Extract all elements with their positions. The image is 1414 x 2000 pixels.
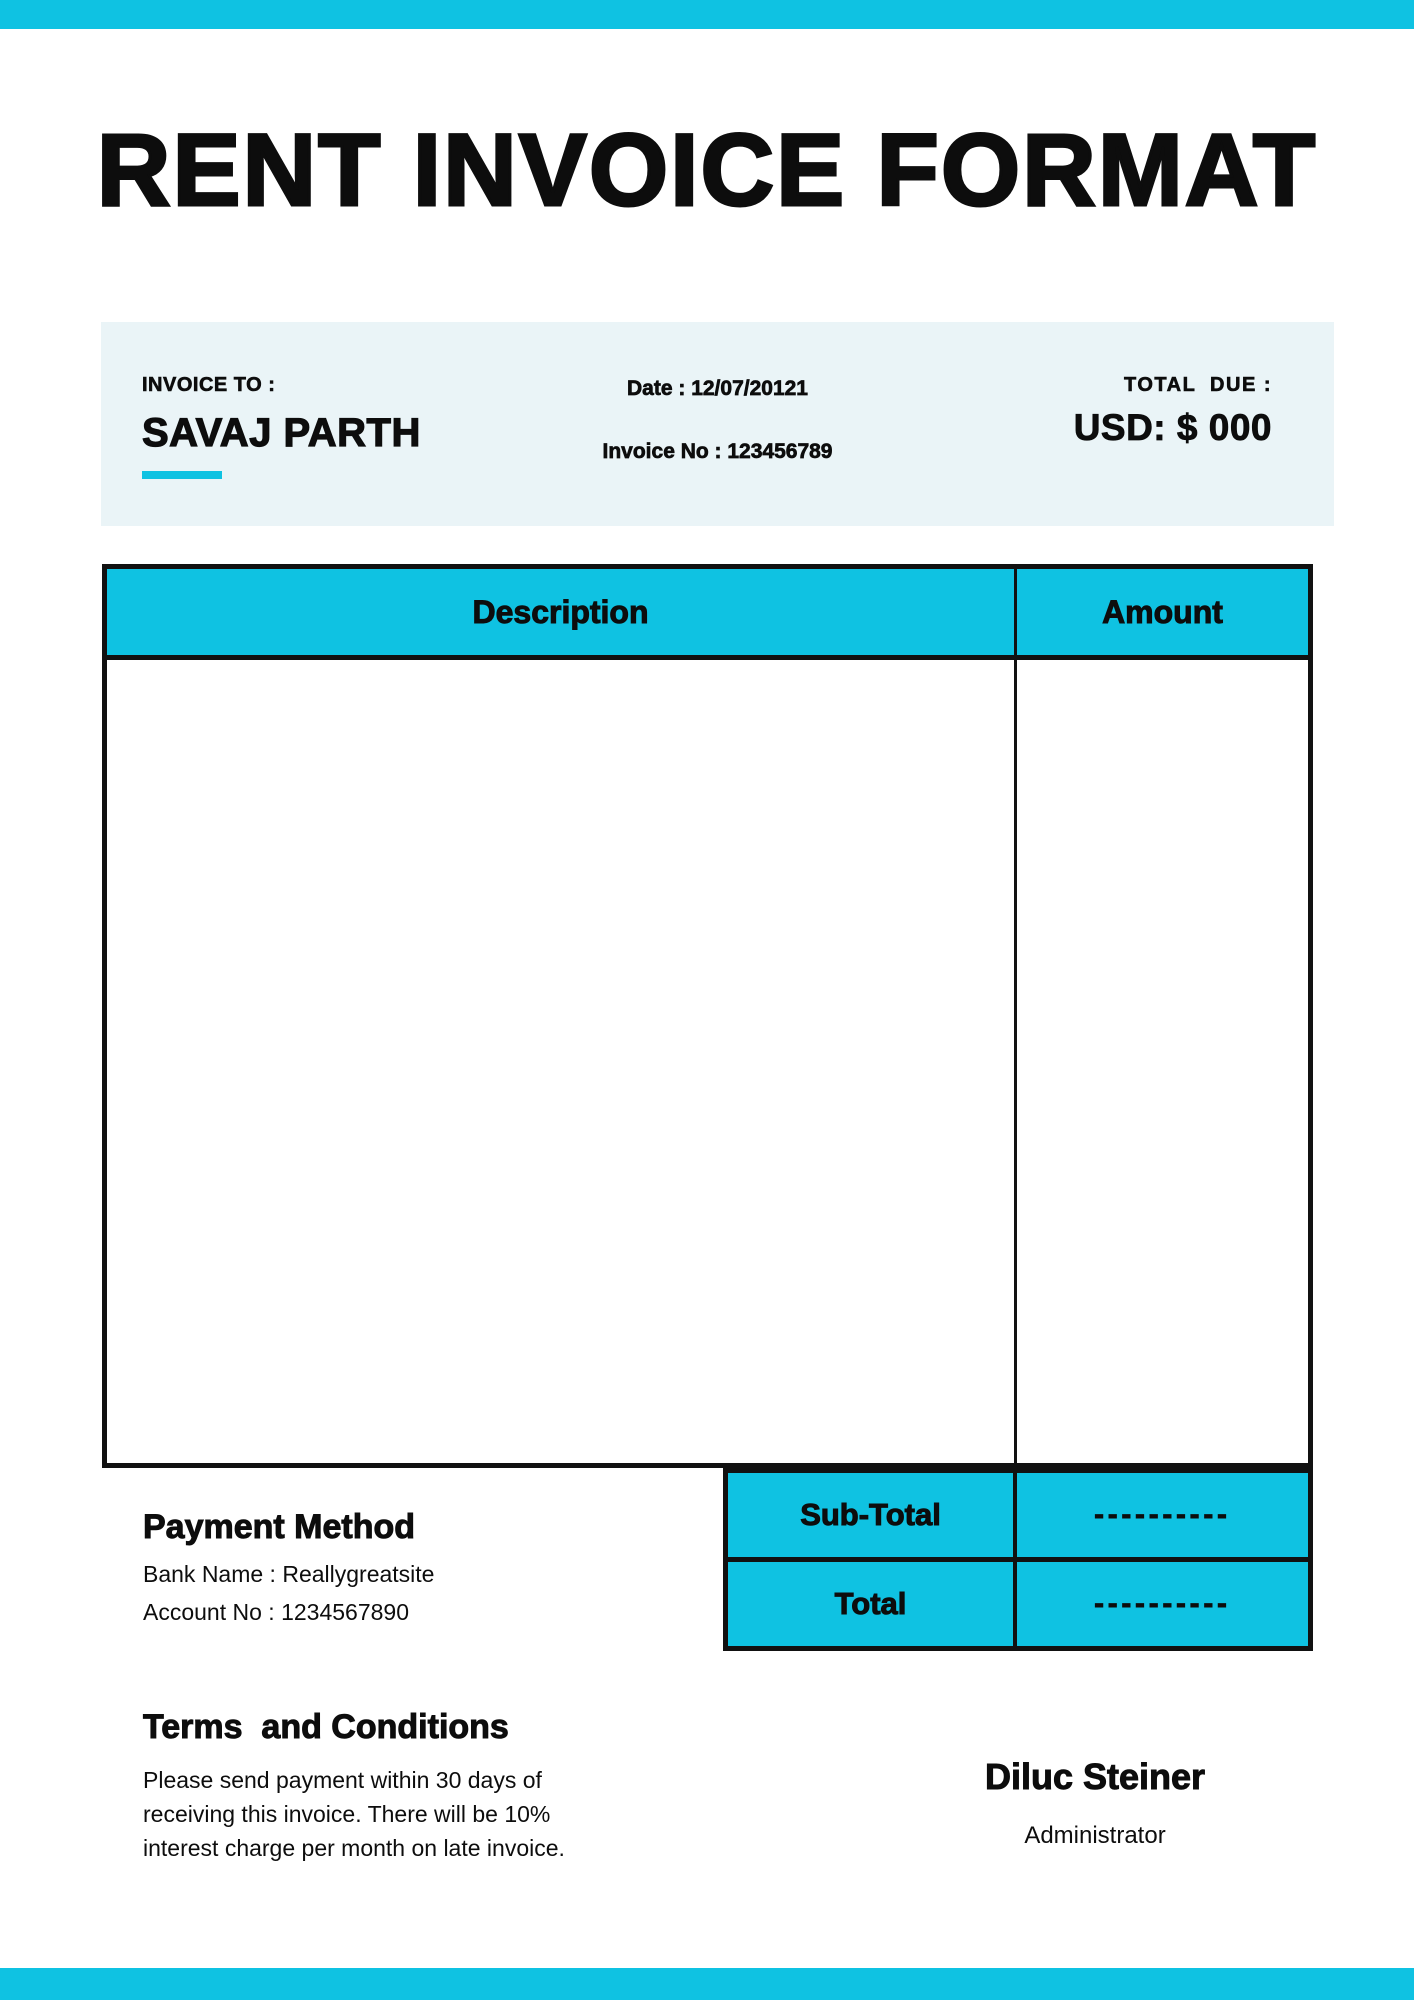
payment-method-heading: Payment Method: [143, 1508, 416, 1546]
subtotal-label: Sub-Total: [728, 1473, 1017, 1557]
subtotal-value: ----------: [1094, 1498, 1231, 1531]
terms-line: Please send payment within 30 days of: [143, 1767, 542, 1793]
signature-role: Administrator: [1024, 1822, 1166, 1849]
signature-name: Diluc Steiner: [984, 1756, 1206, 1797]
bank-name-line: Bank Name : Reallygreatsite: [143, 1561, 435, 1587]
total-due-block: [1074, 374, 1272, 449]
signature-block: [925, 1756, 1265, 1850]
terms-section: [143, 1708, 663, 1865]
top-accent-bar: [0, 0, 1414, 29]
invoice-info-panel: [101, 322, 1334, 526]
totals-block: [723, 1468, 1313, 1651]
terms-paragraph: [143, 1763, 663, 1865]
total-due-label: TOTAL DUE :: [1124, 374, 1272, 396]
client-underline: [142, 471, 222, 479]
line-items-table: [102, 564, 1313, 1468]
total-due-value: USD: $ 000: [1073, 407, 1272, 448]
invoice-number: Invoice No : 123456789: [602, 440, 833, 463]
subtotal-row: [728, 1473, 1308, 1557]
page-title: RENT INVOICE FORMAT: [96, 113, 1318, 227]
total-label: Total: [728, 1562, 1017, 1646]
invoice-to-label: INVOICE TO :: [142, 374, 276, 396]
table-body-empty: [107, 660, 1308, 1463]
terms-heading: Terms and Conditions: [143, 1708, 509, 1746]
column-header-amount: Amount: [1102, 593, 1223, 630]
total-value: ----------: [1094, 1587, 1231, 1620]
table-header-row: [107, 569, 1308, 660]
column-header-description: Description: [107, 569, 1017, 655]
total-row: [728, 1557, 1308, 1646]
bottom-accent-bar: [0, 1968, 1414, 2000]
column-divider: [1014, 660, 1017, 1463]
client-name: SAVAJ PARTH: [142, 411, 421, 455]
invoice-date: Date : 12/07/20121: [627, 377, 808, 400]
terms-line: interest charge per month on late invoice.: [143, 1835, 565, 1861]
terms-line: receiving this invoice. There will be 10%: [143, 1801, 551, 1827]
payment-method-section: [143, 1508, 434, 1626]
account-number-line: Account No : 1234567890: [143, 1599, 409, 1625]
